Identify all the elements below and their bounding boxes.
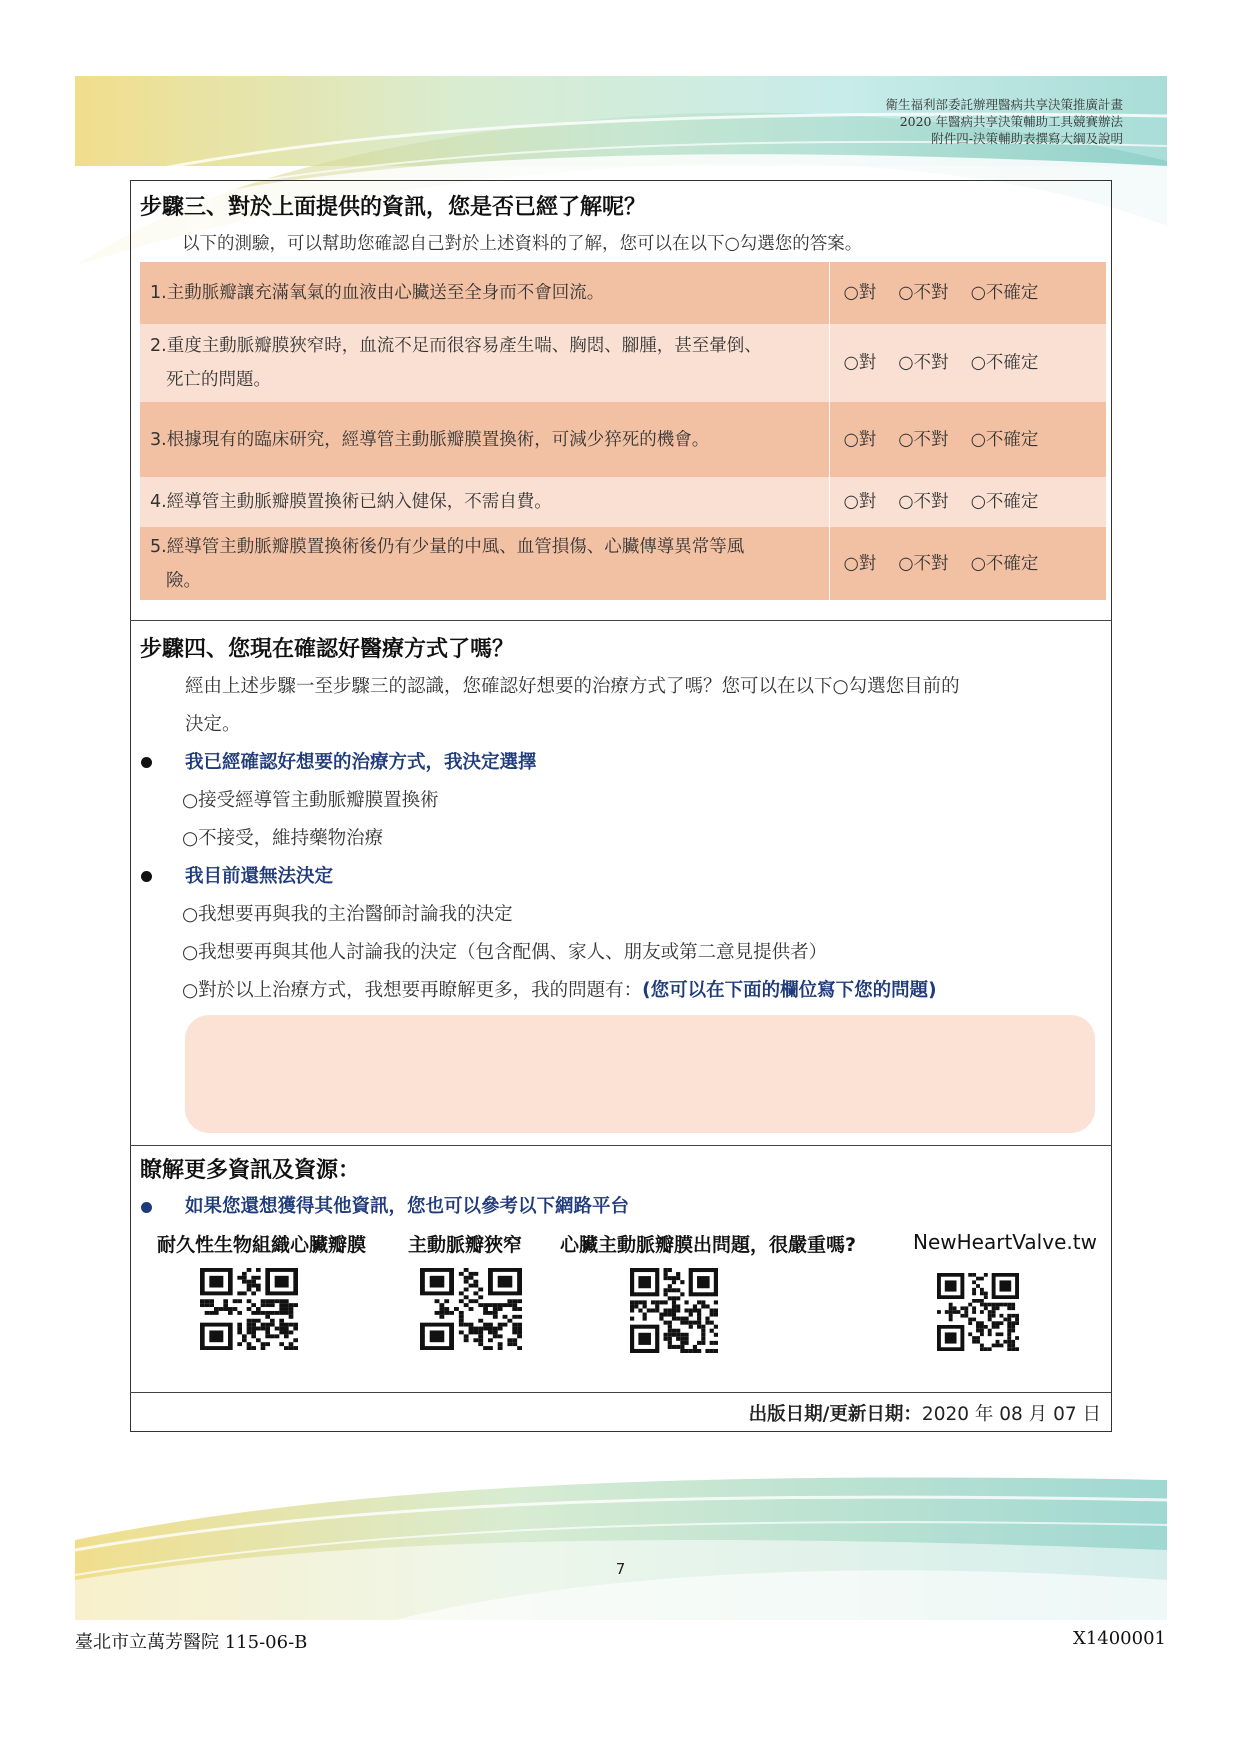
document-header bbox=[885, 96, 1123, 147]
link-label-newheartvalve[interactable]: NewHeartValve.tw bbox=[913, 1230, 1097, 1254]
qr-code-icon[interactable] bbox=[937, 1273, 1019, 1351]
footer-hospital-code: 臺北市立萬芳醫院 115-06-B bbox=[75, 1632, 308, 1653]
footer-document-id: X1400001 bbox=[1073, 1628, 1166, 1649]
header-line-1: 衛生福利部委託辦理醫病共享決策推廣計畫 bbox=[885, 97, 1123, 112]
quiz-options[interactable]: ○對 ○不對 ○不確定 bbox=[829, 324, 1106, 402]
quiz-row bbox=[140, 324, 1106, 402]
undecided-heading: 我目前還無法決定 bbox=[185, 866, 334, 887]
publication-date bbox=[749, 1400, 1101, 1426]
step3-intro: 以下的測驗，可以幫助您確認自己對於上述資料的了解，您可以在以下○勾選您的答案。 bbox=[182, 234, 863, 254]
undecided-option-questions[interactable]: ○對於以上治療方式，我想要再瞭解更多，我的問題有：(您可以在下面的欄位寫下您的問題) bbox=[182, 980, 937, 1001]
quiz-row bbox=[140, 527, 1106, 600]
section-divider bbox=[130, 1392, 1112, 1393]
link-label-aortic-stenosis[interactable]: 主動脈瓣狹窄 bbox=[408, 1234, 523, 1256]
resources-title: 瞭解更多資訊及資源： bbox=[140, 1158, 361, 1183]
footer-wave-banner bbox=[75, 1470, 1167, 1620]
quiz-question: 2.重度主動脈瓣膜狹窄時，血流不足而很容易產生喘、胸悶、腳腫，甚至暈倒、 死亡的問題。 bbox=[140, 324, 829, 402]
quiz-row bbox=[140, 402, 1106, 477]
quiz-options[interactable]: ○對 ○不對 ○不確定 bbox=[829, 477, 1106, 527]
decided-heading: 我已經確認好想要的治療方式，我決定選擇 bbox=[185, 752, 537, 773]
quiz-row bbox=[140, 262, 1106, 324]
quiz-table bbox=[140, 262, 1106, 600]
quiz-options[interactable]: ○對 ○不對 ○不確定 bbox=[829, 402, 1106, 477]
questions-textarea[interactable] bbox=[185, 1015, 1095, 1133]
quiz-options[interactable]: ○對 ○不對 ○不確定 bbox=[829, 527, 1106, 600]
section-divider bbox=[130, 620, 1112, 621]
qr-code-icon[interactable] bbox=[630, 1268, 718, 1353]
qr-code-icon[interactable] bbox=[200, 1268, 298, 1350]
qr-code-icon[interactable] bbox=[420, 1268, 522, 1350]
undecided-option-doctor[interactable]: ○我想要再與我的主治醫師討論我的決定 bbox=[182, 904, 513, 925]
step4-intro-line2: 決定。 bbox=[185, 714, 241, 735]
quiz-question: 3.根據現有的臨床研究，經導管主動脈瓣膜置換術，可減少猝死的機會。 bbox=[140, 402, 829, 477]
link-label-biological-valve[interactable]: 耐久性生物組織心臟瓣膜 bbox=[157, 1234, 367, 1256]
step4-title: 步驟四、您現在確認好醫療方式了嗎？ bbox=[140, 637, 515, 662]
quiz-options[interactable]: ○對 ○不對 ○不確定 bbox=[829, 262, 1106, 324]
publication-label: 出版日期/更新日期： bbox=[748, 1404, 922, 1425]
quiz-question: 1.主動脈瓣讓充滿氧氣的血液由心臟送至全身而不會回流。 bbox=[140, 262, 829, 324]
link-label-aortic-valve-problem[interactable]: 心臟主動脈瓣膜出問題，很嚴重嗎? bbox=[560, 1234, 857, 1256]
page-number: 7 bbox=[615, 1560, 626, 1578]
decided-option-accept[interactable]: ○接受經導管主動脈瓣膜置換術 bbox=[182, 790, 439, 811]
question-hint: (您可以在下面的欄位寫下您的問題) bbox=[642, 980, 937, 1001]
resources-bullet-text: 如果您還想獲得其他資訊，您也可以參考以下網路平台 bbox=[185, 1196, 630, 1217]
quiz-row bbox=[140, 477, 1106, 527]
header-line-3: 附件四-決策輔助表撰寫大綱及說明 bbox=[931, 131, 1123, 146]
undecided-option-others[interactable]: ○我想要再與其他人討論我的決定（包含配偶、家人、朋友或第二意見提供者） bbox=[182, 942, 828, 963]
bullet-icon bbox=[141, 1202, 152, 1213]
bullet-icon bbox=[141, 871, 152, 882]
publication-date-value: 2020 年 08 月 07 日 bbox=[921, 1404, 1101, 1425]
decided-option-decline[interactable]: ○不接受，維持藥物治療 bbox=[182, 828, 384, 849]
header-line-2: 2020 年醫病共享決策輔助工具競賽辦法 bbox=[899, 114, 1123, 129]
step3-title: 步驟三、對於上面提供的資訊，您是否已經了解呢？ bbox=[140, 195, 647, 220]
step4-intro-line1: 經由上述步驟一至步驟三的認識，您確認好想要的治療方式了嗎？您可以在以下○勾選您目前的 bbox=[185, 676, 960, 697]
section-divider bbox=[130, 1145, 1112, 1146]
quiz-question: 5.經導管主動脈瓣膜置換術後仍有少量的中風、血管損傷、心臟傳導異常等風 險。 bbox=[140, 527, 829, 600]
quiz-question: 4.經導管主動脈瓣膜置換術已納入健保，不需自費。 bbox=[140, 477, 829, 527]
bullet-icon bbox=[141, 757, 152, 768]
